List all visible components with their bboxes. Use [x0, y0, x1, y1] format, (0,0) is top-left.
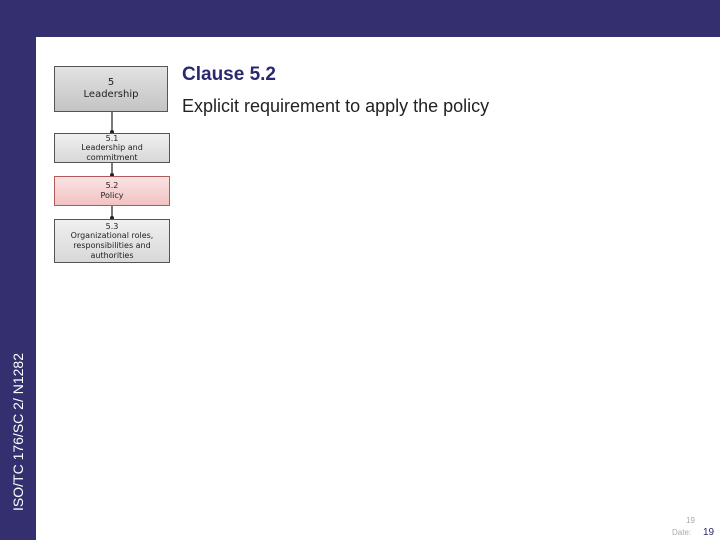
slide-subtitle: Explicit requirement to apply the policy [182, 96, 490, 116]
clause-5-2-text: 5.2 Policy [100, 181, 124, 200]
clause-5-2-box [54, 176, 170, 206]
clause-5-3-box [54, 219, 170, 263]
slide-title: Clause 5.2 [182, 64, 276, 85]
clause-5-1-text: 5.1 Leadership and commitment [81, 133, 143, 162]
leadership-label: Leadership [83, 89, 139, 100]
leadership-number: 5 [107, 77, 115, 88]
page-number-faint: 19 [686, 516, 695, 525]
clause-5-1-box [54, 133, 170, 163]
page-number: 19 [703, 527, 715, 538]
leadership-box [54, 66, 168, 112]
clause-5-3-text: 5.3 Organizational roles, responsibilities and authorities [70, 221, 154, 260]
date-label: Date: [672, 528, 692, 537]
document-code: ISO/TC 176/SC 2/ N1282 [10, 353, 26, 511]
